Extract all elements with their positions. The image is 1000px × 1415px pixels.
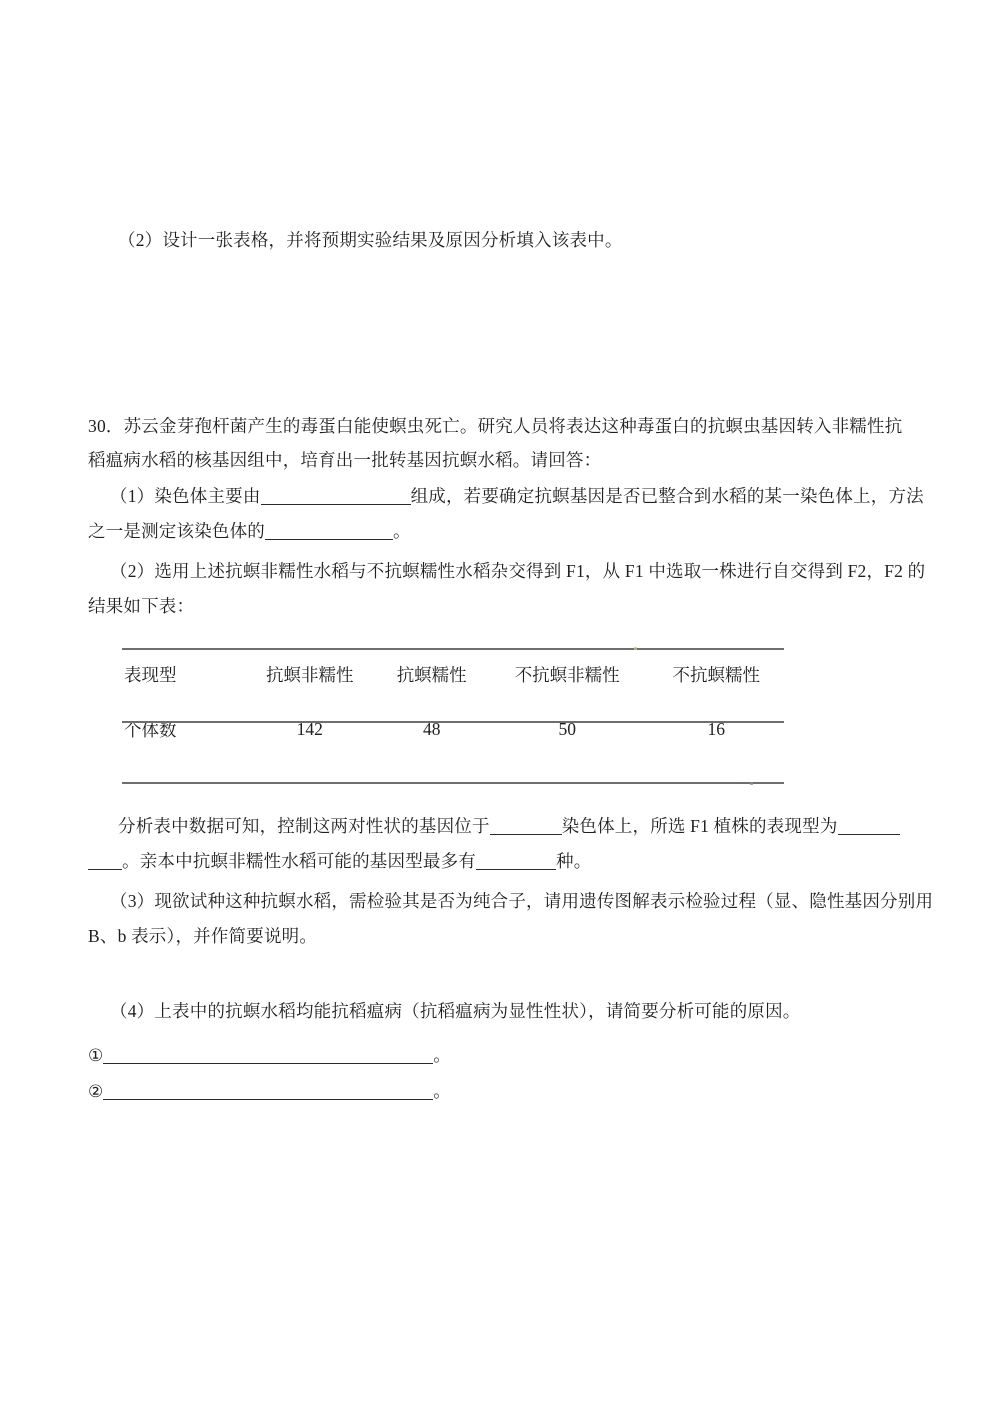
sub-question-4-line-1: （4）上表中的抗螟水稻均能抗稻瘟病（抗稻瘟病为显性性状），请简要分析可能的原因。	[110, 1001, 801, 1021]
sub-question-2-analysis-line-1	[118, 818, 900, 836]
circled-number-1-icon: ①	[88, 1046, 104, 1066]
analysis-text-2: 染色体上，所选 F1 植株的表现型为	[561, 816, 838, 836]
table-cell: 142	[296, 719, 323, 739]
fill-blank-chromosome-location[interactable]	[490, 834, 562, 835]
sub-question-1-line-2	[88, 523, 411, 541]
sub-question-3-line-2: B、b 表示），并作简要说明。	[88, 926, 318, 946]
analysis-text-3: 。亲本中抗螟非糯性水稻可能的基因型最多有	[122, 851, 476, 871]
fill-blank-chromosome-measurement[interactable]	[265, 539, 393, 540]
table-cell: 50	[558, 719, 576, 739]
scan-artifact-icon	[634, 647, 637, 650]
sub-question-1-text-before-blank: （1）染色体主要由	[110, 486, 261, 506]
question-30-stem-line-1: 30．苏云金芽孢杆菌产生的毒蛋白能使螟虫死亡。研究人员将表达这种毒蛋白的抗螟虫基因转入非糯性抗	[88, 416, 903, 436]
sub-question-1b-text-before-blank: 之一是测定该染色体的	[88, 521, 265, 541]
fill-blank-parent-genotype-count[interactable]	[476, 869, 556, 870]
answer-write-line-1[interactable]	[103, 1063, 433, 1064]
table-row	[122, 703, 784, 756]
answer-blank-row-1	[88, 1042, 451, 1067]
table-rule-top	[122, 648, 784, 650]
table-element	[122, 648, 784, 756]
circled-number-2-icon: ②	[88, 1082, 104, 1102]
sub-question-1b-terminator: 。	[393, 521, 411, 541]
table-header-cell: 不抗螟糯性	[672, 665, 760, 685]
fill-blank-chromosome-composition[interactable]	[261, 504, 411, 505]
fill-blank-f1-phenotype-cont[interactable]	[88, 869, 122, 870]
previous-question-item-2: （2）设计一张表格，并将预期实验结果及原因分析填入该表中。	[118, 230, 623, 250]
f2-results-table	[122, 648, 784, 756]
table-rule-bottom	[122, 782, 784, 784]
table-row-label: 个体数	[124, 720, 177, 740]
sub-question-1-line-1	[110, 488, 924, 506]
scan-artifact-icon	[750, 782, 753, 785]
answer-terminator-2: 。	[433, 1081, 451, 1101]
sub-question-1-text-after-blank: 组成，若要确定抗螟基因是否已整合到水稻的某一染色体上，方法	[410, 486, 924, 506]
table-header-row	[122, 648, 784, 703]
table-header-cell: 抗螟糯性	[396, 665, 467, 685]
table-cell: 48	[422, 719, 441, 739]
answer-write-line-2[interactable]	[103, 1099, 433, 1100]
table-cell: 16	[707, 719, 725, 739]
sub-question-2-line-1: （2）选用上述抗螟非糯性水稻与不抗螟糯性水稻杂交得到 F1，从 F1 中选取一株进行自交得到 F2，F2 的	[110, 561, 926, 581]
table-header-cell: 表现型	[124, 665, 177, 685]
analysis-text-4: 种。	[556, 851, 592, 871]
table-header-cell: 抗螟非糯性	[266, 665, 354, 685]
sub-question-2-analysis-line-2	[88, 853, 591, 871]
question-30-stem-line-2: 稻瘟病水稻的核基因组中，培育出一批转基因抗螟水稻。请回答：	[88, 450, 602, 470]
sub-question-3-line-1: （3）现欲试种这种抗螟水稻，需检验其是否为纯合子，请用遗传图解表示检验过程（显、隐性基因分别用	[110, 891, 934, 911]
sub-question-2-line-2: 结果如下表：	[88, 596, 195, 616]
analysis-text-1: 分析表中数据可知，控制这两对性状的基因位于	[118, 816, 490, 836]
table-header-cell: 不抗螟非糯性	[514, 665, 620, 685]
answer-terminator-1: 。	[433, 1045, 451, 1065]
table-rule-middle	[122, 721, 784, 723]
fill-blank-f1-phenotype[interactable]	[838, 834, 900, 835]
answer-blank-row-2	[88, 1078, 451, 1103]
